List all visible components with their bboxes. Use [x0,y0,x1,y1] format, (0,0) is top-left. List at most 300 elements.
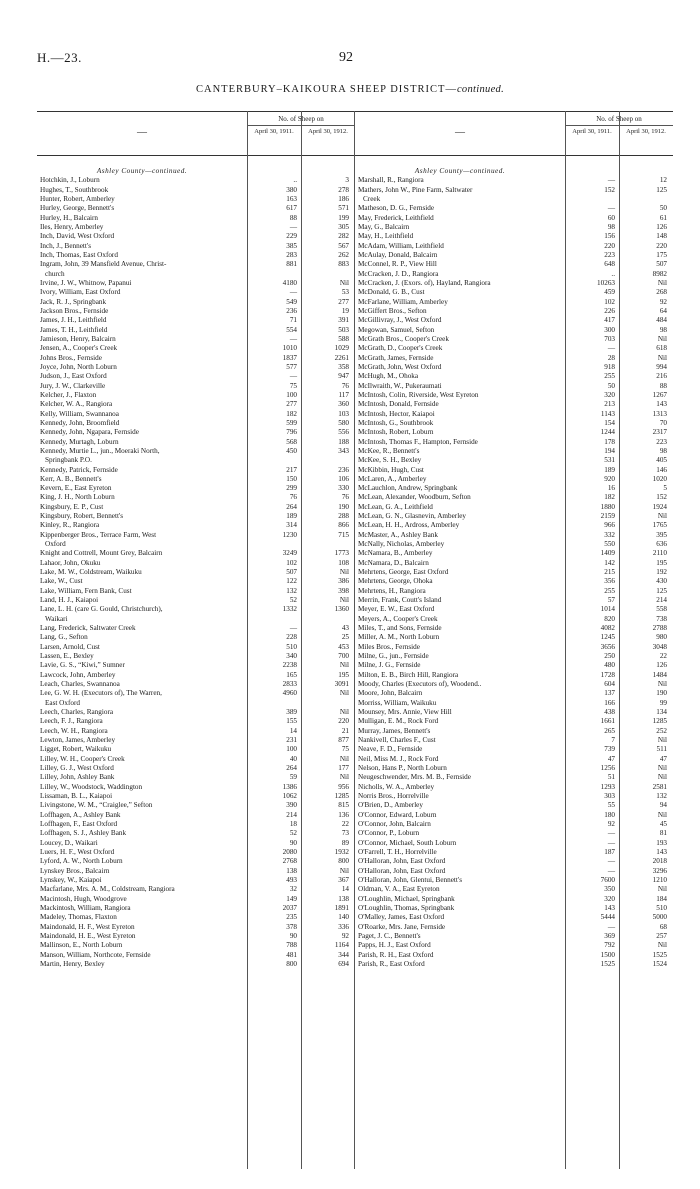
sheep-1912: 73 [341,829,349,838]
sheep-1911: 264 [286,764,297,772]
owner-name: O'Loughlin, Thomas, Springbank [358,903,455,912]
sheep-1911: 52 [289,829,297,838]
sheep-1911: 178 [604,437,615,446]
owner-name: Mackintosh, William, Rangiora [40,903,131,912]
sheep-1911: 481 [286,950,297,959]
owner-name: Madeley, Thomas, Flaxton [40,913,117,922]
owner-name: Johns Bros., Fernside [40,353,102,362]
sheep-1912: 195 [656,558,667,567]
table-row [355,736,673,745]
owner-name: Mounsey, Mrs. Annie, View Hill [358,708,452,717]
table-row [355,792,673,801]
sheep-1911: 510 [286,642,297,651]
sheep-1912: 1484 [652,670,667,679]
owner-name: Kinley, R., Rangiora [40,521,100,530]
table-row [355,549,673,558]
owner-name: McFarlane, William, Amberley [358,297,448,306]
owner-name: Jackson Bros., Fernside [40,306,109,315]
sheep-1911: 493 [286,875,297,884]
owner-name: McLean, G. N., Glasnevin, Amberley [358,512,466,521]
owner-name: McGiffert Bros., Sefton [358,306,427,315]
sheep-1912: 8982 [652,269,667,278]
owner-name: Manson, William, Northcote, Fernside [40,950,151,959]
table-row [37,717,355,726]
table-row [355,279,673,288]
table-row [355,214,673,223]
sheep-1911: 220 [604,241,615,250]
owner-name: Lewton, James, Amberley [40,736,116,745]
table-row [37,326,355,335]
table-row [355,204,673,213]
sheep-1912: 117 [338,390,349,399]
owner-name: McLaren, A., Amberley [358,474,427,483]
sheep-1911: 264 [286,502,297,511]
sheep-1911: 314 [286,521,297,530]
sheep-1911: 100 [286,745,297,754]
sheep-1912: 511 [656,745,667,754]
table-row [355,223,673,232]
table-row [37,270,355,279]
sheep-1912: Nil [339,866,349,875]
sheep-1912: 305 [338,222,349,231]
table-row [37,745,355,754]
sheep-1911: 2238 [282,661,297,670]
sheep-1912: 2018 [652,857,667,866]
sheep-1911: 554 [286,325,297,334]
sheep-1911: 1062 [282,791,297,800]
owner-name: McGrath, James, Fernside [358,353,434,362]
sheep-1912: 1029 [334,344,349,353]
sheep-1911: — [289,222,297,231]
left-section-heading [37,167,355,176]
sheep-1912: 288 [338,512,349,521]
sheep-1912: 70 [659,418,667,427]
sheep-1912: 1164 [334,941,349,950]
sheep-1912: 360 [338,400,349,409]
right-col-1911-header: April 30, 1911. [572,128,612,135]
sheep-1912: 125 [656,586,667,595]
owner-name: O'Connor, Michael, South Loburn [358,838,457,847]
owner-name: Iles, Henry, Amberley [40,222,104,231]
sheep-1911: 531 [604,456,615,465]
sheep-1911: 1230 [282,530,297,539]
table-row [355,363,673,372]
table-row [355,260,673,269]
table-row [355,587,673,596]
table-row [355,764,673,773]
table-row [355,372,673,381]
sheep-1911: 788 [286,941,297,950]
table-row [37,577,355,586]
owner-name: Mehrtens, George, East Oxford [358,568,449,577]
sheep-1911: 3656 [600,642,615,651]
sheep-1911: 1525 [600,959,615,968]
sheep-1912: 715 [338,530,349,539]
table-row [355,298,673,307]
sheep-1911: 32 [289,885,297,894]
sheep-1911: 920 [604,474,615,483]
sheep-1911: 417 [604,316,615,325]
sheep-1912: 186 [338,194,349,203]
sheep-1912: 453 [338,642,349,651]
sheep-1912: 175 [656,250,667,259]
sheep-1912: 136 [338,810,349,819]
sheep-1912: 956 [338,782,349,791]
sheep-1911: 189 [286,512,297,521]
left-col-1912-header: April 30, 1912. [308,128,348,135]
table-row [355,848,673,857]
sheep-1911: 356 [604,577,615,586]
table-row [37,839,355,848]
table-row [37,512,355,521]
table-row [37,624,355,633]
sheep-1912: 134 [656,708,667,717]
table-row [37,708,355,717]
owner-name: Mathers, John W., Pine Farm, Saltwater [358,185,473,194]
sheep-1911: 2037 [282,903,297,912]
table-row [37,447,355,456]
table-row [37,605,355,614]
table-row [37,531,355,540]
sheep-1911: 92 [607,819,615,828]
table-row [37,549,355,558]
table-row [37,932,355,941]
owner-name: McIntosh, Thomas F., Hampton, Fernside [358,437,478,446]
owner-name: Norris Bros., Horrelville [358,791,429,800]
owner-name: Waikari [45,614,68,623]
sheep-1911: 303 [604,791,615,800]
table-row [355,577,673,586]
table-row [355,344,673,353]
sheep-1911: — [607,829,615,838]
table-row [37,643,355,652]
table-row [37,279,355,288]
table-row [37,456,355,465]
table-row [37,941,355,950]
sheep-1912: 567 [338,241,349,250]
sheep-1911: 796 [286,428,297,437]
sheep-1912: 103 [338,409,349,418]
owner-name: Jensen, A., Cooper's Creek [40,344,118,353]
sheep-1912: 618 [656,344,667,353]
sheep-1911: 1143 [600,409,615,418]
page-number: 92 [339,50,353,65]
table-row [355,885,673,894]
sheep-1912: 980 [656,633,667,642]
sheep-1911: 138 [286,866,297,875]
sheep-1911: 385 [286,241,297,250]
owner-name: Lavie, G. S., “Kiwi,” Sumner [40,661,125,670]
sheep-1911: — [289,288,297,297]
table-row [37,755,355,764]
sheep-1911: 2768 [282,857,297,866]
left-col-1911-header: April 30, 1911. [254,128,294,135]
owner-name: Milne, J. G., Fernside [358,661,421,670]
owner-name: East Oxford [45,698,80,707]
sheep-1912: Nil [339,568,349,577]
sheep-1911: 255 [604,586,615,595]
sheep-1912: Nil [339,278,349,287]
sheep-1911: — [607,204,615,213]
owner-name: McGrath, John, West Oxford [358,362,442,371]
sheep-1912: 195 [338,670,349,679]
table-row [37,484,355,493]
right-sheep-group-header: No. of Sheep on [596,115,642,123]
sheep-1911: 277 [286,400,297,409]
table-row [37,596,355,605]
table-row [355,493,673,502]
owner-name: Lang, Frederick, Saltwater Creek [40,624,136,633]
table-row [355,382,673,391]
table-row [37,186,355,195]
sheep-1911: 703 [604,334,615,343]
sheep-1912: 94 [659,801,667,810]
sheep-1911: 1728 [600,670,615,679]
owner-name: Loffhagen, F., East Oxford [40,819,118,828]
sheep-1911: 739 [604,745,615,754]
sheep-1911: 59 [289,773,297,782]
owner-name: Land, H. J., Kaiapoi [40,596,99,605]
table-row [355,633,673,642]
table-row [37,848,355,857]
sheep-1911: 507 [286,568,297,577]
owner-name: Loucey, D., Waikari [40,838,98,847]
sheep-1912: 216 [656,372,667,381]
owner-name: McKee, S. H., Bexley [358,456,422,465]
sheep-1911: — [289,372,297,381]
table-row [355,195,673,204]
owner-name: Merrin, Frank, Coutt's Island [358,596,442,605]
owner-name: Lane, L. H. (care G. Gould, Christchurch), [40,605,163,614]
sheep-1912: 580 [338,418,349,427]
sheep-1912: 1285 [334,791,349,800]
table-row [355,447,673,456]
owner-name: Hughes, T., Southbrook [40,185,109,194]
table-row [355,512,673,521]
table-row [355,745,673,754]
table-row [37,540,355,549]
sheep-1912: 45 [659,819,667,828]
table-row [355,335,673,344]
owner-name: May, Frederick, Leithfield [358,213,434,222]
sheep-1911: 1661 [600,717,615,726]
table-row [37,363,355,372]
sheep-1911: 617 [286,204,297,213]
owner-name: McCracken, J. (Exors. of), Hayland, Rangiora [358,278,491,287]
sheep-1912: 3048 [652,642,667,651]
sheep-1912: 571 [338,204,349,213]
sheep-1912: 89 [341,838,349,847]
sheep-1912: 1765 [652,521,667,530]
sheep-1912: 358 [338,362,349,371]
table-row [37,475,355,484]
table-row [355,503,673,512]
owner-name: Miles, T., and Sons, Fernside [358,624,442,633]
table-row [37,633,355,642]
owner-name: Springbank P.O. [45,456,92,465]
table-row [355,960,673,969]
table-row [37,242,355,251]
sheep-1912: 143 [656,400,667,409]
owner-name: Neugeschwender, Mrs. M. B., Fernside [358,773,471,782]
sheep-1911: 1244 [600,428,615,437]
owner-name: Kippenberger Bros., Terrace Farm, West [40,530,157,539]
table-row [37,354,355,363]
owner-name: Kingsbury, Robert, Bennett's [40,512,124,521]
owner-name: Lilley, G. J., West Oxford [40,764,114,772]
table-row [355,652,673,661]
owner-name: Martin, Henry, Bexley [40,959,105,968]
table-row [37,503,355,512]
title-main: CANTERBURY–KAIKOURA SHEEP DISTRICT— [196,84,457,95]
table-row [355,820,673,829]
sheep-1911: 156 [604,232,615,241]
sheep-1911: 820 [604,614,615,623]
table-row [37,773,355,782]
table-row [37,867,355,876]
sheep-1912: Nil [339,754,349,763]
table-row [37,521,355,530]
table-row [355,354,673,363]
owner-name: McMaster, A., Ashley Bank [358,530,438,539]
sheep-1911: 881 [286,260,297,269]
owner-name: James, T. H., Leithfield [40,325,108,334]
owner-name: Loffhagen, A., Ashley Bank [40,810,121,819]
sheep-1911: 189 [604,465,615,474]
owner-name: Matheson, D. G., Fernside [358,204,435,213]
left-owner-col-header: — [137,127,147,138]
sheep-1912: 1524 [652,959,667,968]
table-row [37,727,355,736]
sheep-1912: 430 [656,577,667,586]
owner-name: Knight and Cottrell, Mount Grey, Balcairn [40,549,163,558]
sheep-1912: Nil [657,353,667,362]
owner-name: Leech, W. H., Rangiora [40,726,108,735]
owner-name: Lang, G., Sefton [40,633,88,642]
sheep-1912: 146 [656,465,667,474]
sheep-1911: 149 [286,894,297,903]
table-row [37,661,355,670]
sheep-1911: 55 [607,801,615,810]
sheep-1912: 1020 [652,474,667,483]
sheep-1912: 503 [338,325,349,334]
table-row [355,186,673,195]
sheep-1912: 192 [656,568,667,577]
table-row [355,428,673,437]
owner-name: McKibbin, Hugh, Cust [358,465,424,474]
sheep-1911: 299 [286,484,297,493]
table-row [355,466,673,475]
table-row [37,344,355,353]
owner-name: Papps, H. J., East Oxford [358,941,431,950]
owner-name: Kennedy, John, Ngapara, Fernside [40,428,139,437]
sheep-1912: 92 [341,931,349,940]
sheep-1911: 235 [286,913,297,922]
sheep-1912: 2788 [652,624,667,633]
owner-name: McIntosh, Colin, Riverside, West Eyreton [358,390,479,399]
owner-name: Joyce, John, North Loburn [40,362,117,371]
table-row [355,932,673,941]
left-rows [37,167,355,969]
sheep-1912: 1360 [334,605,349,614]
sheep-1911: 150 [286,474,297,483]
sheep-1912: Nil [657,773,667,782]
owner-name: Kelly, William, Swannanoa [40,409,119,418]
table-row [355,605,673,614]
table-row [355,419,673,428]
table-row [37,904,355,913]
owner-name: Mehrtens, George, Ohoka [358,577,433,586]
table-row [355,288,673,297]
sheep-1912: 2110 [652,549,667,558]
owner-name: McGillivray, J., West Oxford [358,316,442,325]
sheep-1911: 213 [604,400,615,409]
sheep-1912: 1267 [652,390,667,399]
owner-name: Neave, F. D., Fernside [358,745,423,754]
sheep-1911: 155 [286,717,297,726]
sheep-1912: 43 [341,624,349,633]
sheep-1912: Nil [339,773,349,782]
sheep-1912: 22 [341,819,349,828]
table-row [37,382,355,391]
owner-name: McAulay, Donald, Balcairn [358,250,438,259]
owner-name: Parish, R. H., East Oxford [358,950,434,959]
owner-name: Macfarlane, Mrs. A. M., Coldstream, Rangiora [40,885,175,894]
owner-name: Inch, Thomas, East Oxford [40,250,118,259]
owner-name: McIntosh, Robert, Loburn [358,428,434,437]
sheep-1911: 390 [286,801,297,810]
owner-name: Lyford, A. W., North Loburn [40,857,123,866]
right-table-header [355,111,673,156]
sheep-1912: 391 [338,316,349,325]
left-sheep-group-header: No. of Sheep on [278,115,324,123]
sheep-1912: 138 [338,894,349,903]
owner-name: McIlwraith, W., Pukeraumati [358,381,442,390]
sheep-1911: 480 [604,661,615,670]
owner-name: Neil, Miss M. J., Rock Ford [358,754,439,763]
sheep-1911: 14 [289,726,297,735]
table-row [355,876,673,885]
table-row [37,801,355,810]
owner-name: O'Connor, P., Loburn [358,829,420,838]
sheep-1911: 550 [604,540,615,549]
sheep-1912: 143 [656,847,667,856]
table-row [37,587,355,596]
table-row [37,176,355,185]
table-row [355,316,673,325]
table-row [37,204,355,213]
table-row [355,913,673,922]
sheep-1911: 4180 [282,278,297,287]
table-row [37,223,355,232]
right-section-heading [355,167,673,176]
sheep-1912: 636 [656,540,667,549]
owner-name: May, H., Leithfield [358,232,414,241]
sheep-1912: 278 [338,185,349,194]
sheep-1912: 140 [338,913,349,922]
sheep-1912: 2581 [652,782,667,791]
table-row [37,307,355,316]
sheep-1912: 152 [656,493,667,502]
owner-name: Kelcher, W. A., Rangiora [40,400,113,409]
owner-name: Judson, J., East Oxford [40,372,107,381]
sheep-1911: 340 [286,652,297,661]
sheep-1911: — [607,922,615,931]
owner-name: McLean, Alexander, Woodburn, Sefton [358,493,471,502]
table-row [355,624,673,633]
sheep-1912: 19 [341,306,349,315]
owner-name: Lissaman, B. L., Kaiapoi [40,791,113,800]
